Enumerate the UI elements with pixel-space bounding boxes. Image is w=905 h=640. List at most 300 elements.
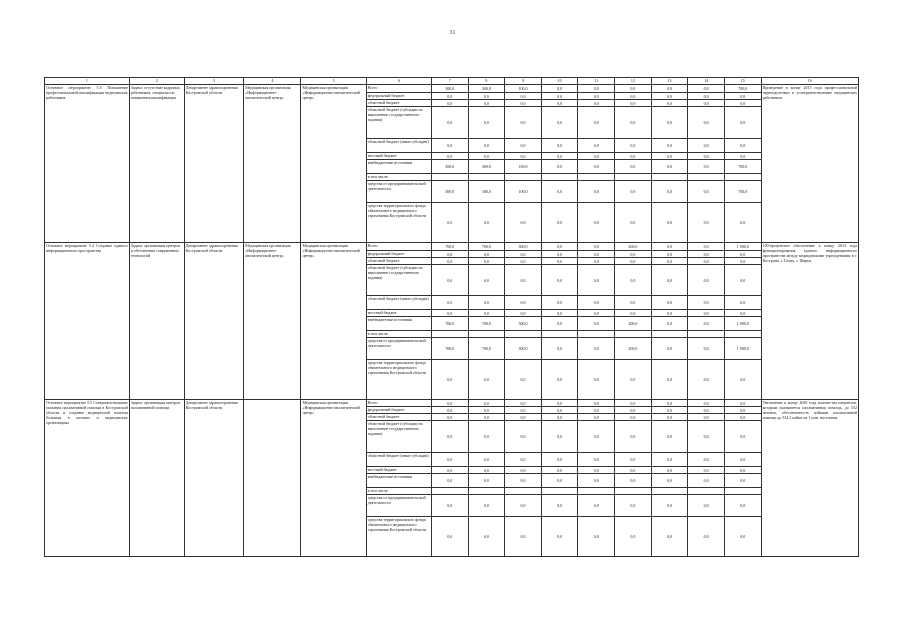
- amount-cell: 0,0: [541, 296, 578, 310]
- amount-cell: 0,0: [615, 400, 652, 407]
- amount-cell: 0,0: [468, 495, 505, 517]
- amount-cell: 0,0: [578, 107, 615, 139]
- amount-cell: [724, 174, 761, 181]
- amount-cell: 0,0: [688, 93, 725, 100]
- amount-cell: 0,0: [505, 100, 542, 107]
- amount-cell: 0,0: [615, 467, 652, 474]
- amount-cell: [651, 174, 688, 181]
- funding-source: в том числе:: [366, 331, 431, 338]
- amount-cell: 0,0: [688, 203, 725, 243]
- amount-cell: 0,0: [615, 258, 652, 265]
- executor-text: Департамент здравоохранения Костромской области: [184, 400, 244, 557]
- funding-source: Всего: [366, 400, 431, 407]
- amount-cell: 0,0: [688, 85, 725, 93]
- amount-cell: 0,0: [578, 265, 615, 296]
- amount-cell: 0,0: [578, 400, 615, 407]
- amount-cell: 0,0: [651, 407, 688, 414]
- amount-cell: 0,0: [615, 160, 652, 174]
- amount-cell: 0,0: [724, 517, 761, 557]
- amount-cell: 0,0: [541, 338, 578, 360]
- event-name: Основное мероприятие 5.5 Совершенствование оказания паллиативной помощи в Костромской области и создание медицинской помощи больным в частных и медицинских организациях: [45, 400, 130, 557]
- amount-cell: 100,0: [505, 85, 542, 93]
- amount-cell: [724, 488, 761, 495]
- amount-cell: 0,0: [541, 181, 578, 203]
- amount-cell: 700,0: [724, 181, 761, 203]
- amount-cell: 0,0: [688, 258, 725, 265]
- amount-cell: 700,0: [468, 317, 505, 331]
- amount-cell: 0,0: [724, 258, 761, 265]
- amount-cell: 0,0: [688, 181, 725, 203]
- executor-text: Департамент здравоохранения Костромской области: [184, 243, 244, 400]
- amount-cell: 0,0: [468, 517, 505, 557]
- amount-cell: 0,0: [578, 243, 615, 251]
- column-number-13: 13: [651, 78, 688, 85]
- amount-cell: 0,0: [541, 407, 578, 414]
- participant-text: Медицинская организация «Информационно-аналитический центр»: [244, 243, 301, 400]
- amount-cell: 0,0: [615, 181, 652, 203]
- amount-cell: [431, 174, 468, 181]
- task-text: Задача: отсутствие кадровых работников; специалисты повышения квалификации: [129, 85, 184, 243]
- amount-cell: [615, 174, 652, 181]
- amount-cell: [431, 331, 468, 338]
- amount-cell: 0,0: [505, 296, 542, 310]
- amount-cell: [651, 488, 688, 495]
- funding-source: областной бюджет: [366, 414, 431, 421]
- amount-cell: 300,0: [505, 317, 542, 331]
- amount-cell: 0,0: [651, 296, 688, 310]
- amount-cell: 0,0: [615, 203, 652, 243]
- amount-cell: 0,0: [505, 467, 542, 474]
- amount-cell: 0,0: [724, 407, 761, 414]
- amount-cell: [651, 331, 688, 338]
- amount-cell: 0,0: [431, 453, 468, 467]
- amount-cell: 300,0: [468, 160, 505, 174]
- amount-cell: 0,0: [541, 467, 578, 474]
- amount-cell: 0,0: [431, 258, 468, 265]
- participant-text: Медицинская организация «Информационно-аналитический центр»: [244, 85, 301, 243]
- amount-cell: 0,0: [431, 474, 468, 488]
- amount-cell: 0,0: [541, 360, 578, 400]
- amount-cell: 0,0: [578, 360, 615, 400]
- amount-cell: 0,0: [615, 453, 652, 467]
- amount-cell: 0,0: [468, 453, 505, 467]
- amount-cell: 0,0: [651, 203, 688, 243]
- amount-cell: 0,0: [505, 139, 542, 153]
- amount-cell: 0,0: [688, 360, 725, 400]
- amount-cell: 0,0: [651, 474, 688, 488]
- column-number-2: 2: [129, 78, 184, 85]
- amount-cell: 0,0: [431, 467, 468, 474]
- amount-cell: 0,0: [688, 296, 725, 310]
- funding-source: областной бюджет (иные субсидии): [366, 139, 431, 153]
- amount-cell: [505, 174, 542, 181]
- amount-cell: 0,0: [688, 474, 725, 488]
- table-body: [45, 85, 859, 557]
- amount-cell: 0,0: [688, 160, 725, 174]
- funding-source: Всего: [366, 85, 431, 93]
- amount-cell: [431, 488, 468, 495]
- amount-cell: 0,0: [688, 243, 725, 251]
- column-number-11: 11: [578, 78, 615, 85]
- amount-cell: 0,0: [688, 400, 725, 407]
- amount-cell: 0,0: [724, 310, 761, 317]
- amount-cell: 0,0: [541, 414, 578, 421]
- amount-cell: 0,0: [578, 338, 615, 360]
- amount-cell: 0,0: [468, 360, 505, 400]
- amount-cell: 300,0: [468, 181, 505, 203]
- amount-cell: 0,0: [505, 107, 542, 139]
- amount-cell: 0,0: [651, 360, 688, 400]
- amount-cell: 0,0: [688, 517, 725, 557]
- amount-cell: 0,0: [578, 160, 615, 174]
- funding-source: внебюджетные источники: [366, 317, 431, 331]
- expected-result: Увеличение к концу 2020 года количества пациентов, которым оказывается паллиативная помощь, до 532 человек, обеспеченность койками паллиативной помощи до 534,3 койки на 1 млн. населения: [761, 400, 858, 557]
- amount-cell: 0,0: [578, 495, 615, 517]
- amount-cell: 0,0: [615, 474, 652, 488]
- amount-cell: 0,0: [724, 251, 761, 258]
- amount-cell: 0,0: [505, 153, 542, 160]
- amount-cell: 0,0: [724, 360, 761, 400]
- amount-cell: 0,0: [651, 100, 688, 107]
- funding-table: [44, 77, 859, 557]
- amount-cell: 0,0: [651, 310, 688, 317]
- amount-cell: 0,0: [505, 495, 542, 517]
- amount-cell: 0,0: [505, 407, 542, 414]
- amount-cell: 0,0: [615, 310, 652, 317]
- funding-source: областной бюджет (субсидии на выполнение государственного задания): [366, 107, 431, 139]
- amount-cell: 0,0: [651, 160, 688, 174]
- amount-cell: 1 900,0: [724, 243, 761, 251]
- funding-source: федеральный бюджет: [366, 407, 431, 414]
- column-number-3: 3: [184, 78, 244, 85]
- amount-cell: 0,0: [578, 296, 615, 310]
- amount-cell: 200,0: [615, 317, 652, 331]
- amount-cell: 0,0: [505, 265, 542, 296]
- amount-cell: 0,0: [615, 360, 652, 400]
- amount-cell: 0,0: [724, 107, 761, 139]
- amount-cell: 0,0: [615, 93, 652, 100]
- column-number-row: [45, 78, 859, 85]
- amount-cell: 0,0: [541, 203, 578, 243]
- amount-cell: 0,0: [541, 85, 578, 93]
- amount-cell: 0,0: [578, 251, 615, 258]
- amount-cell: 0,0: [468, 414, 505, 421]
- amount-cell: 100,0: [505, 160, 542, 174]
- amount-cell: 0,0: [541, 153, 578, 160]
- amount-cell: 0,0: [578, 203, 615, 243]
- amount-cell: 0,0: [651, 421, 688, 453]
- amount-cell: [505, 488, 542, 495]
- amount-cell: 0,0: [578, 407, 615, 414]
- amount-cell: 0,0: [578, 517, 615, 557]
- amount-cell: 0,0: [468, 310, 505, 317]
- amount-cell: 0,0: [431, 251, 468, 258]
- amount-cell: 0,0: [505, 203, 542, 243]
- funding-source: средства от предпринимательской деятельности: [366, 181, 431, 203]
- amount-cell: 0,0: [651, 453, 688, 467]
- amount-cell: 0,0: [505, 400, 542, 407]
- amount-cell: 0,0: [541, 421, 578, 453]
- expected-result: Проведение в конце 2015 года профессиональной переподготовки и усовершенствование медицинских работников: [761, 85, 858, 243]
- amount-cell: 0,0: [541, 258, 578, 265]
- amount-cell: 300,0: [431, 160, 468, 174]
- amount-cell: 0,0: [541, 243, 578, 251]
- amount-cell: 700,0: [431, 243, 468, 251]
- amount-cell: 0,0: [578, 474, 615, 488]
- amount-cell: 0,0: [615, 85, 652, 93]
- amount-cell: 0,0: [688, 414, 725, 421]
- amount-cell: 0,0: [688, 467, 725, 474]
- amount-cell: 0,0: [651, 107, 688, 139]
- table-row: [45, 243, 859, 251]
- amount-cell: 0,0: [505, 414, 542, 421]
- column-number-12: 12: [615, 78, 652, 85]
- amount-cell: [615, 331, 652, 338]
- amount-cell: 0,0: [724, 467, 761, 474]
- funding-source: областной бюджет (субсидии на выполнение государственного задания): [366, 421, 431, 453]
- amount-cell: 0,0: [431, 400, 468, 407]
- amount-cell: 0,0: [541, 310, 578, 317]
- funding-source: внебюджетные источники: [366, 474, 431, 488]
- amount-cell: 300,0: [505, 243, 542, 251]
- amount-cell: 0,0: [578, 258, 615, 265]
- amount-cell: 0,0: [505, 453, 542, 467]
- amount-cell: 0,0: [615, 251, 652, 258]
- amount-cell: 0,0: [578, 93, 615, 100]
- amount-cell: 0,0: [541, 100, 578, 107]
- column-number-6: 6: [366, 78, 431, 85]
- funding-source: местный бюджет: [366, 467, 431, 474]
- amount-cell: 0,0: [431, 153, 468, 160]
- amount-cell: [541, 331, 578, 338]
- amount-cell: 0,0: [431, 421, 468, 453]
- funding-source: внебюджетные источники: [366, 160, 431, 174]
- participant-text: Медицинская организация «Информационно-аналитический центр»: [301, 85, 366, 243]
- funding-source: в том числе:: [366, 488, 431, 495]
- funding-source: средства от предпринимательской деятельности: [366, 495, 431, 517]
- amount-cell: 0,0: [615, 517, 652, 557]
- expected-result: 100-процентное обеспечение к концу 2014 года функционирования единого информационного пространства между медицинскими учреждениями в г. Кострома, г. Галич, г. Шарья: [761, 243, 858, 400]
- column-number-14: 14: [688, 78, 725, 85]
- amount-cell: 0,0: [724, 139, 761, 153]
- amount-cell: 0,0: [578, 139, 615, 153]
- amount-cell: 0,0: [505, 93, 542, 100]
- amount-cell: 0,0: [724, 453, 761, 467]
- amount-cell: 0,0: [578, 100, 615, 107]
- amount-cell: 0,0: [688, 421, 725, 453]
- amount-cell: 700,0: [724, 160, 761, 174]
- amount-cell: 0,0: [505, 421, 542, 453]
- amount-cell: 0,0: [541, 317, 578, 331]
- amount-cell: 300,0: [431, 85, 468, 93]
- amount-cell: 0,0: [688, 139, 725, 153]
- column-number-5: 5: [301, 78, 366, 85]
- amount-cell: 300,0: [468, 85, 505, 93]
- amount-cell: 0,0: [578, 317, 615, 331]
- amount-cell: 0,0: [651, 338, 688, 360]
- amount-cell: 0,0: [615, 100, 652, 107]
- amount-cell: 200,0: [615, 338, 652, 360]
- amount-cell: [578, 331, 615, 338]
- funding-source: средства от предпринимательской деятельности: [366, 338, 431, 360]
- amount-cell: 0,0: [541, 160, 578, 174]
- amount-cell: 0,0: [651, 517, 688, 557]
- amount-cell: 0,0: [578, 414, 615, 421]
- amount-cell: 0,0: [651, 414, 688, 421]
- amount-cell: 100,0: [505, 181, 542, 203]
- amount-cell: 0,0: [651, 93, 688, 100]
- task-text: Задача: организация центров паллиативной помощи: [129, 400, 184, 557]
- column-number-16: 16: [761, 78, 858, 85]
- funding-source: областной бюджет: [366, 100, 431, 107]
- amount-cell: 0,0: [505, 474, 542, 488]
- amount-cell: 0,0: [468, 258, 505, 265]
- amount-cell: 0,0: [615, 495, 652, 517]
- amount-cell: [724, 331, 761, 338]
- amount-cell: 0,0: [724, 421, 761, 453]
- amount-cell: 0,0: [651, 181, 688, 203]
- amount-cell: 0,0: [578, 181, 615, 203]
- funding-source: федеральный бюджет: [366, 93, 431, 100]
- amount-cell: 0,0: [541, 400, 578, 407]
- amount-cell: 0,0: [468, 265, 505, 296]
- amount-cell: 0,0: [468, 467, 505, 474]
- amount-cell: 0,0: [651, 265, 688, 296]
- amount-cell: 0,0: [541, 517, 578, 557]
- funding-source: средства территориального фонда обязательного медицинского страхования Костромской области: [366, 203, 431, 243]
- amount-cell: 200,0: [615, 243, 652, 251]
- amount-cell: 0,0: [688, 495, 725, 517]
- amount-cell: 0,0: [615, 421, 652, 453]
- amount-cell: 0,0: [431, 310, 468, 317]
- amount-cell: 300,0: [505, 338, 542, 360]
- amount-cell: [578, 174, 615, 181]
- amount-cell: 0,0: [468, 153, 505, 160]
- task-text: Задача: организация центров и обеспечение современных технологий: [129, 243, 184, 400]
- column-number-7: 7: [431, 78, 468, 85]
- amount-cell: [688, 331, 725, 338]
- amount-cell: 1 900,0: [724, 338, 761, 360]
- amount-cell: 0,0: [468, 474, 505, 488]
- amount-cell: 0,0: [688, 338, 725, 360]
- amount-cell: 0,0: [468, 100, 505, 107]
- participant-text: [244, 400, 301, 557]
- funding-source: областной бюджет (иные субсидии): [366, 453, 431, 467]
- funding-source: Всего: [366, 243, 431, 251]
- amount-cell: 0,0: [651, 467, 688, 474]
- amount-cell: [468, 331, 505, 338]
- amount-cell: 700,0: [431, 317, 468, 331]
- amount-cell: 0,0: [578, 85, 615, 93]
- amount-cell: 0,0: [468, 421, 505, 453]
- amount-cell: 0,0: [578, 453, 615, 467]
- column-number-4: 4: [244, 78, 301, 85]
- amount-cell: 0,0: [724, 203, 761, 243]
- column-number-8: 8: [468, 78, 505, 85]
- amount-cell: 300,0: [431, 181, 468, 203]
- amount-cell: 0,0: [651, 251, 688, 258]
- amount-cell: 0,0: [541, 139, 578, 153]
- amount-cell: 700,0: [468, 338, 505, 360]
- amount-cell: 0,0: [651, 258, 688, 265]
- amount-cell: 0,0: [541, 495, 578, 517]
- amount-cell: 0,0: [431, 107, 468, 139]
- funding-source: в том числе:: [366, 174, 431, 181]
- event-name: Основное мероприятие 5.4 Создание единого информационного пространства: [45, 243, 130, 400]
- amount-cell: 0,0: [505, 310, 542, 317]
- amount-cell: 0,0: [468, 139, 505, 153]
- amount-cell: 0,0: [688, 153, 725, 160]
- amount-cell: 0,0: [468, 407, 505, 414]
- amount-cell: 0,0: [688, 317, 725, 331]
- participant-text: Медицинская организация «Информационно-аналитический центр»: [301, 400, 366, 557]
- amount-cell: 0,0: [651, 85, 688, 93]
- amount-cell: 0,0: [431, 517, 468, 557]
- amount-cell: 0,0: [541, 474, 578, 488]
- amount-cell: 0,0: [468, 400, 505, 407]
- amount-cell: [615, 488, 652, 495]
- amount-cell: 0,0: [578, 310, 615, 317]
- amount-cell: 0,0: [724, 100, 761, 107]
- amount-cell: 0,0: [468, 93, 505, 100]
- amount-cell: 0,0: [431, 265, 468, 296]
- amount-cell: 0,0: [468, 203, 505, 243]
- amount-cell: 0,0: [688, 265, 725, 296]
- amount-cell: 0,0: [431, 495, 468, 517]
- amount-cell: 0,0: [724, 153, 761, 160]
- amount-cell: 0,0: [724, 296, 761, 310]
- amount-cell: 0,0: [724, 474, 761, 488]
- amount-cell: 0,0: [651, 400, 688, 407]
- funding-source: федеральный бюджет: [366, 251, 431, 258]
- funding-source: местный бюджет: [366, 310, 431, 317]
- amount-cell: 0,0: [578, 421, 615, 453]
- amount-cell: 0,0: [468, 296, 505, 310]
- column-number-10: 10: [541, 78, 578, 85]
- amount-cell: [541, 488, 578, 495]
- column-number-1: 1: [45, 78, 130, 85]
- amount-cell: 0,0: [651, 243, 688, 251]
- amount-cell: 0,0: [505, 258, 542, 265]
- funding-source: областной бюджет (субсидии на выполнение государственного задания): [366, 265, 431, 296]
- amount-cell: 0,0: [615, 407, 652, 414]
- funding-source: областной бюджет: [366, 258, 431, 265]
- amount-cell: 0,0: [615, 414, 652, 421]
- amount-cell: 700,0: [724, 85, 761, 93]
- amount-cell: [468, 488, 505, 495]
- amount-cell: 0,0: [688, 107, 725, 139]
- amount-cell: 0,0: [724, 495, 761, 517]
- column-number-9: 9: [505, 78, 542, 85]
- column-number-15: 15: [724, 78, 761, 85]
- amount-cell: 0,0: [615, 139, 652, 153]
- amount-cell: 0,0: [431, 407, 468, 414]
- amount-cell: 0,0: [468, 251, 505, 258]
- amount-cell: 0,0: [578, 467, 615, 474]
- amount-cell: 0,0: [724, 400, 761, 407]
- amount-cell: 0,0: [688, 310, 725, 317]
- executor-text: Департамент здравоохранения Костромской области: [184, 85, 244, 243]
- amount-cell: [505, 331, 542, 338]
- amount-cell: 700,0: [468, 243, 505, 251]
- amount-cell: 0,0: [688, 100, 725, 107]
- amount-cell: 0,0: [615, 265, 652, 296]
- page-number: 31: [449, 30, 456, 36]
- amount-cell: 0,0: [688, 453, 725, 467]
- amount-cell: [468, 174, 505, 181]
- amount-cell: [688, 488, 725, 495]
- amount-cell: 0,0: [578, 153, 615, 160]
